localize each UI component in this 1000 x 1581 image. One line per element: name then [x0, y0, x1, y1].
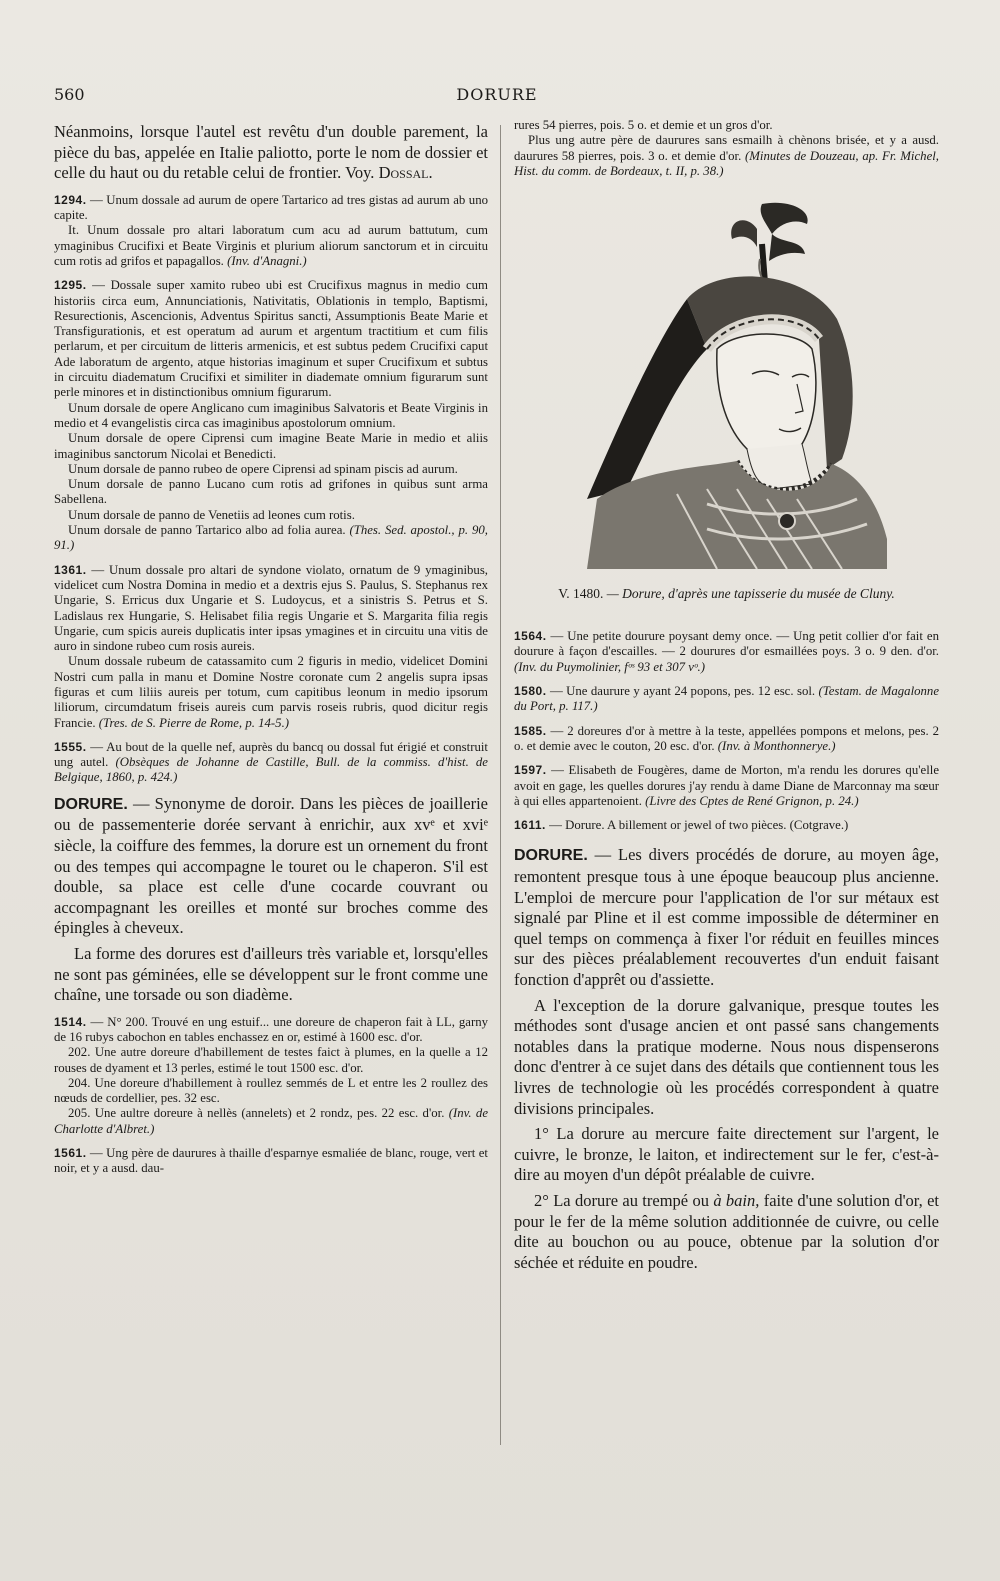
entry-year: 1514.: [54, 1014, 87, 1029]
entry-year: 1580.: [514, 684, 547, 699]
figure-illustration: [514, 199, 939, 603]
figure-caption: V. 1480. — Dorure, d'après une tapisserie du musée de Cluny.: [558, 586, 895, 602]
entry-year: 1555.: [54, 739, 87, 754]
dorure-definition-2: DORURE. — Les divers procédés de dorure, au moyen âge, remontent presque tous à une époque beaucoup plus ancienne. L'emploi de mercure pour l'application de l'or sur métaux est signalé par Pline et il est comme impossible de déterminer en quel temps on commença à fixer l'or réduit en feuilles minces sur des pièces préalablement recouvertes d'un enduit faisant fonction d'apprêt ou d'assiette.: [514, 845, 939, 990]
entry-1295: 1295. — Dossale super xamito rubeo ubi est Crucifixus magnus in medio cum historiis circa eum, Annunciationis, Nativitatis, Oblationis in templo, Baptismi, Resurectionis, Ascencionis, Adventus Spiritus sancti, Assumptionis Beate Marie et Transfigurationis, et est operatum ad aurum et argentum tractitium et cum filis perlarum, et per circuitum de litteris armenicis, et est subtus pedem Crucifixi caput Ade laboratum de argento, atque historias imaginum et super Crucifixum et subtus in circuitu diadematum Crucifixi et similiter in diademate omnium figurarum sunt perle minores et in distinctionibus omnium figurarum. Unum dorsale de opere Anglicano cum imaginibus Salvatoris et Beate Virginis in medio et 4 evangelistis circa cas imaginibus apostolorum omnium. Unum dorsale de opere Ciprensi cum imagine Beate Marie in medio et aliis imaginibus sanctorum Nicolai et Benedicti. Unum dorsale de panno rubeo de opere Ciprensi ad spinam piscis ad aurum. Unum dorsale de panno Lucano cum rotis ad grifones in quibus sunt arma Sabellena. Unum dorsale de panno de Venetiis ad leones cum rotis. Unum dorsale de panno Tartarico albo ad folia aurea. (Thes. Sed. apostol., p. 90, 91.): [54, 278, 488, 553]
entry-1561: 1561. — Ung père de daurures à thaille d'esparnye esmaliée de blanc, rouge, vert et noir, et y a ausd. dau-: [54, 1146, 488, 1176]
entry-1294: 1294. — Unum dossale ad aurum de opere Tartarico ad tres gistas ad aurum ab uno capite. It. Unum dossale pro altari laboratum cum acu ad aurum battutum, cum ymaginibus Crucifixi et Beate Virginis et plurium aliorum sanctorum et in circuitu cum rotis ad grifos et papagallos. (Inv. d'Anagni.): [54, 192, 488, 268]
running-title: DORURE: [456, 85, 538, 104]
right-column: [514, 118, 939, 1278]
dorure-definition-1: DORURE. — Synonyme de doroir. Dans les pièces de joaillerie ou de passementerie dorée servant à enrichir, aux xvᵉ et xviᵉ siècle, la coiffure des femmes, la dorure est un ornement du front ou des tempes qui accompagne le touret ou le chaperon. S'il est double, sa place est celle d'une cocarde couvrant ou accompagnant les oreilles et monté sur broches comme des épingles à cheveux.: [54, 793, 489, 938]
entry-year: 1361.: [54, 562, 87, 577]
left-column: [54, 122, 488, 1180]
entry-year: 1295.: [54, 278, 87, 293]
entry-1580: 1580. — Une daurure y ayant 24 popons, pes. 12 esc. sol. (Testam. de Magalonne du Port, p. 117.): [514, 684, 940, 714]
entry-1611: 1611. — Dorure. A billement or jewel of two pièces. (Cotgrave.): [514, 818, 849, 833]
entry-1561-continued: rures 54 pierres, pois. 5 o. et demie et un gros d'or. Plus ung autre père de daurures sans esmailh à chènons brisée, et y a ausd. daurures 58 pierres, pois. 3 o. et demie d'or. (Minutes de Douzeau, ap. Fr. Michel, Hist. du comm. de Bordeaux, t. II, p. 38.): [514, 118, 939, 178]
entry-year: 1294.: [54, 192, 87, 207]
entry-1361: 1361. — Unum dossale pro altari de syndone violato, ornatum de 9 ymaginibus, videlicet cum Nostra Domina in medio et a dextris ejus S. Paulus, S. Stephanus rex Ungarie, S. Erricus dux Ungarie et S. Ludoycus, et a sinistris S. Petrus et S. Ladislaus rex Hungarie, S. Helisabet filia regis Ungarie et S. Margarita filia regis Ungarie, cum spicis aureis duplicatis inter ipsas ymagines et in circuitu una vitis de auro in sindone rubeo cum rosis aureis. Unum dossale rubeum de catassamito cum 2 figuris in medio, videlicet Domini Nostri cum palla in manu et Domine Nostre coronate cum 2 angelis supra ipsas figuras et cum liliis aureis per totum, cum capitibus leonum in medio ipsorum liliorum, circumdatum friseis aureis cum parvis roseis rubris, quod dicitur regis Francie. (Tres. de S. Pierre de Rome, p. 14-5.): [54, 562, 489, 730]
paragraph-mercury-gilding: 1° La dorure au mercure faite directement sur l'argent, le cuivre, le bronze, le laiton, et indirectement sur le fer, c'est-à-dire au moyen d'un dépôt préalable de cuivre.: [514, 1124, 939, 1185]
entry-1555: 1555. — Au bout de la quelle nef, auprès du bancq ou dossal fut érigié et construit ung autel. (Obsèques de Johanne de Castille, Bull. de la commiss. d'hist. de Belgique, 1860, p. 424.): [54, 739, 488, 785]
engraving-woman-headdress: [557, 199, 897, 569]
figure-number: V. 1480.: [558, 586, 604, 602]
entry-year: 1561.: [54, 1146, 87, 1161]
dorure-paragraph-2: La forme des dorures est d'ailleurs très variable et, lorsqu'elles ne sont pas géminées, elle se développent sur le front comme une chaîne, une torsade ou son diadème.: [54, 943, 488, 1005]
entry-year: 1611.: [514, 818, 546, 833]
column-divider: [500, 125, 501, 1445]
entry-1585: 1585. — 2 doreures d'or à mettre à la teste, appellées pompons et melons, pes. 2 o. et demie avec le couton, 20 esc. d'or. (Inv. à Monthonnerye.): [514, 723, 939, 753]
entry-year: 1585.: [514, 723, 547, 738]
headword: DORURE.: [514, 847, 588, 865]
paragraph-methods: A l'exception de la dorure galvanique, presque toutes les méthodes sont d'usage ancien et ont passé sans changements notables dans la pratique moderne. Nous nous dispenserons donc d'entrer à ce sujet dans des détails que contiennent tous les livres de technologie où les procédés correspondent à quatre divisions principales.: [514, 995, 939, 1118]
entry-1597: 1597. — Elisabeth de Fougères, dame de Morton, m'a rendu les dorures qu'elle avoit en gage, les quelles dorures j'ay rendu à dame Diane de Marconnay ma sœur à qui elles appartenoient. (Livre des Cptes de René Grignon, p. 24.): [514, 763, 940, 808]
headword: DORURE.: [54, 795, 128, 813]
entry-year: 1564.: [514, 629, 547, 644]
page-number: 560: [54, 85, 85, 104]
entry-year: 1597.: [514, 763, 547, 778]
cross-reference-link[interactable]: Dossal.: [378, 163, 433, 183]
intro-paragraph: Néanmoins, lorsque l'autel est revêtu d'un double parement, la pièce du bas, appelée en Italie paliotto, porte le nom de dossier et celle du haut ou du retable celui de frontier. Voy. Dossal.: [54, 122, 488, 183]
paragraph-bath-gilding: 2° La dorure au trempé ou à bain, faite d'une solution d'or, et pour le fer de la même solution additionnée de cuivre, ou celle dite au bouchon ou au pouce, obtenue par la solution d'or séchée et réduite en poudre.: [514, 1190, 940, 1272]
entry-1564: 1564. — Une petite dourure poysant demy once. — Ung petit collier d'or fait en dourure à façon d'escailles. — 2 dourures d'or esmaillées poys. 3 o. 9 den. d'or. (Inv. du Puymolinier, fᵒˢ 93 et 307 vᵒ.): [514, 629, 939, 674]
page-header: [54, 85, 940, 113]
entry-1514: 1514. — N° 200. Trouvé en ung estuif... une doreure de chaperon fait à LL, garny de 16 rubys cabochon en tables enchassez en or, estimé à 1600 esc. d'or. 202. Une autre doreure d'habillement de testes faict à plumes, en la quelle a 12 rouses de dyament et 13 perles, estimé le tout 1500 esc. d'or. 204. Une doreure d'habillement à roullez semmés de L et entre les 2 roullez des nœuds de cordellier, pes. 32 esc. 205. Une aultre doreure à nellès (annelets) et 2 rondz, pes. 22 esc. d'or. (Inv. de Charlotte d'Albret.): [54, 1014, 488, 1136]
